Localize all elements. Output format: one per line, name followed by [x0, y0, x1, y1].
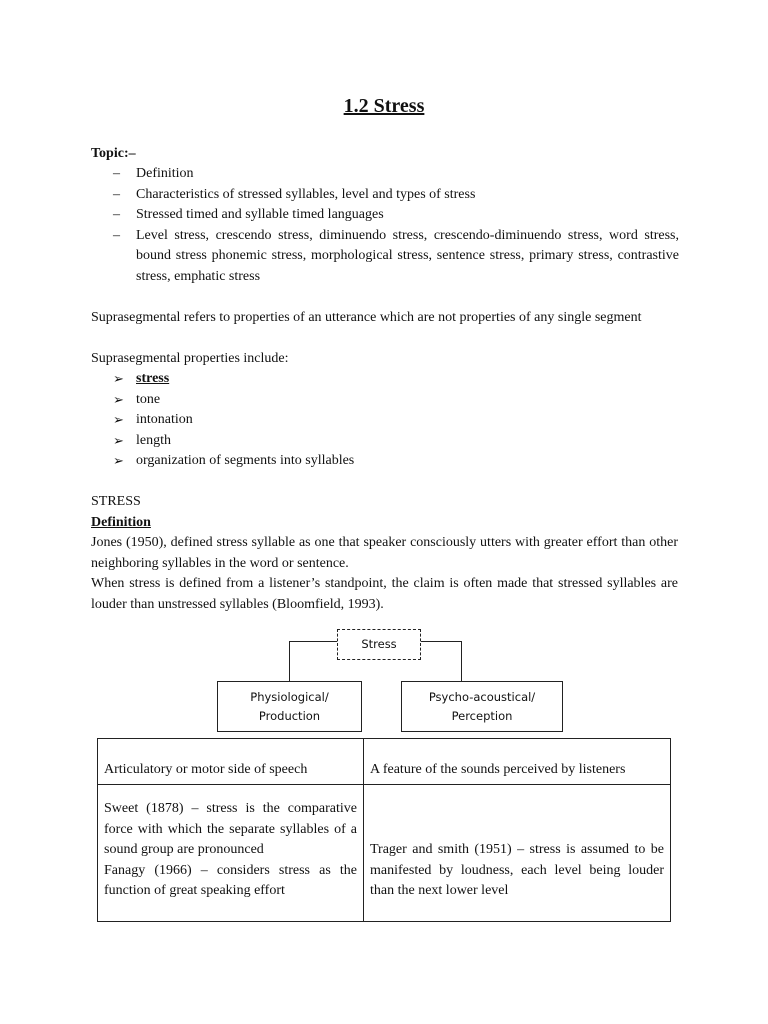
definition-heading: Definition [91, 515, 151, 530]
arrow-bullet-icon: ➢ [113, 391, 124, 407]
table-row [98, 785, 671, 922]
dash-bullet: – [113, 207, 120, 223]
arrow-bullet-icon: ➢ [113, 453, 124, 469]
table-cell [98, 785, 364, 922]
table-header-cell: Articulatory or motor side of speech [98, 739, 364, 785]
topic-label: Topic:– [91, 146, 136, 161]
list-item [113, 226, 679, 288]
list-item [113, 451, 354, 472]
page-title: 1.2 Stress [343, 95, 425, 117]
list-item [113, 410, 354, 431]
connector-line [461, 641, 462, 681]
diagram-node-physiological [217, 681, 362, 732]
diagram-node-label: Psycho-acoustical/ [428, 689, 536, 704]
list-item-text: Characteristics of stressed syllables, level and types of stress [136, 186, 476, 202]
diagram-node-label: Production [258, 708, 321, 723]
connector-line [289, 641, 290, 681]
list-item-text: tone [136, 391, 161, 407]
arrow-bullet-icon: ➢ [113, 432, 124, 448]
definition-paragraph-jones: Jones (1950), defined stress syllable as one that speaker consciously utters with greater effort than other neighboring syllables in the word or sentence. [91, 535, 678, 571]
diagram-root-stress [337, 629, 421, 660]
list-item [113, 390, 354, 411]
arrow-bullet-icon: ➢ [113, 412, 124, 428]
diagram-node-psycho-acoustical [401, 681, 563, 732]
table-row [98, 739, 671, 785]
list-item-text: Definition [136, 166, 194, 181]
list-item [113, 164, 679, 185]
diagram-root-label: Stress [361, 637, 397, 651]
cell-paragraph: Sweet (1878) – stress is the comparative force with which the separate syllables of a sound group are pronounced [104, 801, 357, 858]
list-item-text: Level stress, crescendo stress, diminuendo stress, crescendo-diminuendo stress, word stress, bound stress phonemic stress, morphological stress, sentence stress, primary stress, contrastive stress, emphatic stress [136, 227, 679, 284]
list-item [113, 369, 354, 390]
list-item-text: organization of segments into syllables [136, 453, 355, 469]
list-item [113, 431, 354, 452]
list-item-text: length [136, 432, 171, 448]
diagram-node-label: Perception [451, 708, 513, 723]
table-cell: Trager and smith (1951) – stress is assumed to be manifested by loudness, each level being louder than the next lower level [364, 785, 671, 922]
diagram-node-label: Physiological/ [250, 689, 329, 704]
suprasegmental-intro: Suprasegmental refers to properties of an utterance which are not properties of any single segment [91, 310, 642, 325]
connector-line [289, 641, 337, 642]
list-item-text: Stressed timed and syllable timed languages [136, 207, 384, 223]
arrow-bullet-icon: ➢ [113, 371, 124, 386]
list-item [113, 205, 679, 226]
comparison-table [97, 738, 671, 922]
dash-bullet: – [113, 186, 120, 202]
dash-bullet: – [113, 227, 120, 243]
suprasegmental-include-label: Suprasegmental properties include: [91, 351, 289, 366]
dash-bullet: – [113, 166, 120, 181]
list-item-text: intonation [136, 412, 193, 428]
list-item-text: stress [136, 371, 170, 386]
cell-paragraph: Fanagy (1966) – considers stress as the function of great speaking effort [104, 862, 357, 899]
section-heading: STRESS [91, 494, 141, 509]
topic-list [113, 164, 679, 288]
properties-list [113, 369, 354, 472]
list-item [113, 185, 679, 206]
connector-line [419, 641, 461, 642]
table-header-cell: A feature of the sounds perceived by listeners [364, 739, 671, 785]
definition-paragraph-bloomfield: When stress is defined from a listener’s standpoint, the claim is often made that stressed syllables are louder than unstressed syllables (Bloomfield, 1993). [91, 576, 678, 612]
